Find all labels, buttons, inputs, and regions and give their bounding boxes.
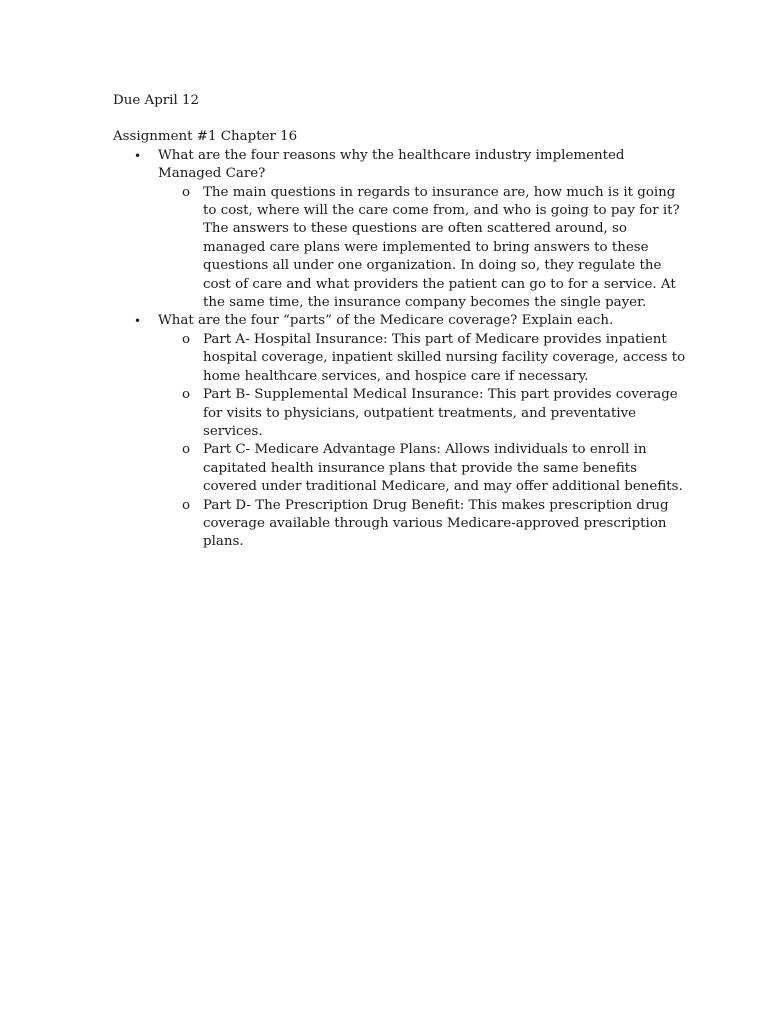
answer-text-line: cost of care and what providers the patient can go to for a service. At — [203, 276, 676, 292]
answer-text-line: home healthcare services, and hospice care if necessary. — [203, 368, 589, 384]
answer-text-line: The answers to these questions are often scattered around, so — [203, 221, 627, 237]
answer-text-line: for visits to physicians, outpatient treatments, and preventative — [203, 405, 637, 421]
answer-text-line: Part B- Supplemental Medical Insurance: This part provides coverage — [203, 387, 678, 403]
answer-text-line: services. — [203, 423, 263, 439]
circle-bullet-icon: o — [182, 387, 191, 403]
answer-item — [182, 441, 683, 496]
question-item — [134, 147, 673, 184]
answer-text-line: hospital coverage, inpatient skilled nursing facility coverage, access to — [203, 350, 686, 366]
answer-text-line: Part C- Medicare Advantage Plans: Allows individuals to enroll in — [203, 442, 647, 458]
answer-item — [182, 386, 678, 441]
question-text-line: What are the four reasons why the healthcare industry implemented — [158, 147, 625, 163]
circle-bullet-icon: o — [182, 184, 191, 200]
circle-bullet-icon: o — [182, 497, 191, 513]
circle-bullet-icon: o — [182, 442, 191, 458]
bullet-icon: • — [134, 148, 142, 163]
answer-list — [113, 184, 680, 313]
answer-text-line: Part D- The Prescription Drug Benefit: This makes prescription drug — [203, 497, 669, 513]
answer-text-line: The main questions in regards to insurance are, how much is it going — [203, 184, 676, 200]
answer-text-line: to cost, where will the care come from, and who is going to pay for it? — [203, 203, 680, 219]
assignment-title: Assignment #1 Chapter 16 — [113, 129, 298, 145]
answer-text-line: plans. — [203, 534, 244, 550]
question-item — [134, 312, 673, 330]
blank-line — [113, 110, 673, 128]
answer-text-line: managed care plans were implemented to bring answers to these — [203, 239, 649, 255]
answer-item — [182, 497, 673, 552]
bullet-icon: • — [134, 314, 142, 329]
answer-item — [182, 184, 680, 313]
question-text-line: What are the four “parts” of the Medicare coverage? Explain each. — [158, 313, 614, 329]
answer-text-line: questions all under one organization. In doing so, they regulate the — [203, 258, 662, 274]
question-text-line: Managed Care? — [158, 166, 266, 182]
answer-item — [182, 331, 686, 386]
due-date: Due April 12 — [113, 93, 200, 108]
answer-text-line: covered under traditional Medicare, and may offer additional benefits. — [203, 479, 683, 495]
document-page — [113, 92, 686, 552]
circle-bullet-icon: o — [182, 331, 191, 347]
answer-list — [113, 331, 686, 552]
answer-text-line: Part A- Hospital Insurance: This part of Medicare provides inpatient — [203, 331, 667, 347]
answer-text-line: capitated health insurance plans that provide the same benefits — [203, 460, 638, 476]
question-list — [113, 147, 686, 552]
answer-text-line: the same time, the insurance company becomes the single payer. — [203, 295, 647, 311]
answer-text-line: coverage available through various Medicare-approved prescription — [203, 515, 667, 531]
